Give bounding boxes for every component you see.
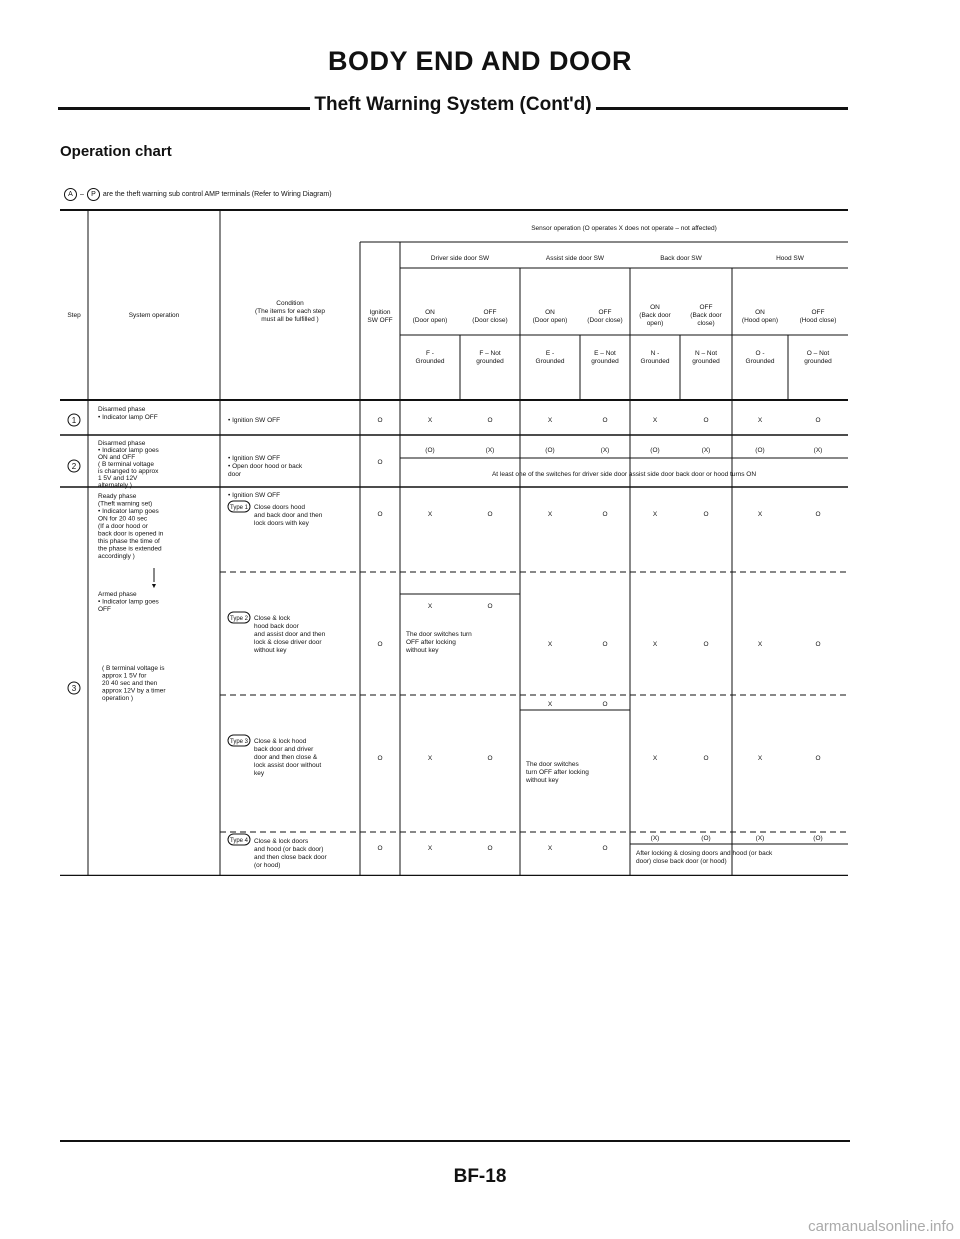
type-4-driver-value: X xyxy=(427,845,433,852)
col-system-header: System operation xyxy=(128,312,180,319)
type-2-sensor-value: X xyxy=(652,641,658,648)
step-2-number-label: 2 xyxy=(71,462,77,471)
step-3-ready-phase: this phase the time of xyxy=(98,538,160,545)
type-1-sensor-value: X xyxy=(757,511,763,518)
type-3-badge-label: Type 3 xyxy=(229,739,249,745)
type-2-note: OFF after locking xyxy=(406,639,456,646)
step-3-armed-phase: OFF xyxy=(98,606,111,613)
type-3-condition: door and then close & xyxy=(254,754,318,761)
type-3-condition: Close & lock hood xyxy=(254,738,307,745)
switch-state-header: ON xyxy=(425,309,435,316)
step-1-number-label: 1 xyxy=(71,416,77,425)
type-3-sensor-value: X xyxy=(757,755,763,762)
type-4-condition: and hood (or back door) xyxy=(254,846,324,853)
switch-state-header: ON xyxy=(650,304,660,311)
type-4-sensor-value: (X) xyxy=(755,835,765,842)
type-1-sensor-value: O xyxy=(602,511,608,518)
sensor-group-header: Assist side door SW xyxy=(545,255,605,262)
step-2-note: At least one of the switches for driver side door assist side door back door or hood turns ON xyxy=(491,471,757,478)
type-2-sensor-value: X xyxy=(757,641,763,648)
terminal-ground-header: O - xyxy=(755,350,765,357)
step-3-terminal-note: 20 40 sec and then xyxy=(102,680,158,687)
step-1-ignition: O xyxy=(377,417,383,424)
step-3-ready-phase: (If a door hood or xyxy=(98,523,148,530)
col-step-header: Step xyxy=(67,312,81,319)
type-3-note: The door switches xyxy=(526,761,579,768)
step-3-ready-phase: the phase is extended xyxy=(98,545,162,553)
type-2-condition: and assist door and then xyxy=(254,631,326,638)
step-3-ready-phase: accordingly ) xyxy=(98,553,135,560)
terminal-ground-header: N – Not xyxy=(694,350,718,357)
step-1-sensor-value: X xyxy=(547,417,553,424)
type-2-condition: without key xyxy=(254,647,287,654)
switch-state-header: (Door close) xyxy=(587,317,623,324)
terminal-ground-header: grounded xyxy=(476,358,504,365)
bottom-rule xyxy=(60,1140,850,1142)
step-3-armed-phase: Armed phase xyxy=(98,591,137,598)
type-2-note: without key xyxy=(406,647,439,654)
switch-state-header: (Door open) xyxy=(412,317,448,324)
type-1-condition: lock doors with key xyxy=(254,520,309,527)
step-3-type-2-ignition: O xyxy=(377,641,383,648)
type-3-note: turn OFF after locking xyxy=(526,769,589,776)
terminal-ground-header: E - xyxy=(545,350,555,357)
terminal-ground-header: N - xyxy=(650,350,660,357)
sensor-group-header: Driver side door SW xyxy=(430,255,490,262)
terminal-ground-header: Grounded xyxy=(535,358,565,365)
type-1-sensor-value: O xyxy=(815,511,821,518)
type-3-condition: key xyxy=(254,770,265,777)
step-2-system: is changed to approx xyxy=(98,468,159,475)
terminal-ground-header: grounded xyxy=(804,358,832,365)
step-1-condition: • Ignition SW OFF xyxy=(228,417,281,424)
step-3-terminal-note: approx 12V by a timer xyxy=(102,687,166,695)
terminal-p-badge: P xyxy=(87,188,100,201)
step-1-sensor-value: X xyxy=(652,417,658,424)
step-2-sensor-value: (O) xyxy=(650,447,660,454)
step-2-ignition: O xyxy=(377,459,383,466)
type-1-condition: Close doors hood xyxy=(254,504,305,511)
type-1-sensor-value: X xyxy=(547,511,553,518)
type-4-condition: and then close back door xyxy=(254,854,327,861)
col-condition-header: Condition xyxy=(276,300,304,307)
step-2-condition: door xyxy=(228,471,242,478)
type-4-driver-value: O xyxy=(487,845,493,852)
type-4-condition: (or hood) xyxy=(254,862,281,869)
type-4-note: door) close back door (or hood) xyxy=(636,858,727,865)
terminal-ground-header: grounded xyxy=(692,358,720,365)
step-3-ready-phase: back door is opened in xyxy=(98,530,164,538)
page-number: BF-18 xyxy=(453,1166,507,1187)
watermark: carmanualsonline.info xyxy=(808,1218,954,1235)
type-2-badge-label: Type 2 xyxy=(229,616,249,622)
phase-arrow-head: ▼ xyxy=(150,583,158,590)
type-2-condition: lock & close driver door xyxy=(254,639,322,646)
step-1-sensor-value: O xyxy=(487,417,493,424)
sensor-group-header: Hood SW xyxy=(776,255,804,262)
step-1-system: • Indicator lamp OFF xyxy=(98,414,158,421)
type-2-condition: Close & lock xyxy=(254,615,291,622)
switch-state-header: ON xyxy=(755,309,765,316)
terminal-ground-header: grounded xyxy=(591,358,619,365)
step-3-type-4-ignition: O xyxy=(377,845,383,852)
step-3-ready-phase: • Indicator lamp goes xyxy=(98,508,159,515)
type-2-condition: hood back door xyxy=(254,623,299,630)
step-2-system: • Indicator lamp goes xyxy=(98,447,159,454)
type-4-sensor-value: (O) xyxy=(701,835,711,842)
type-2-driver-value: O xyxy=(487,603,493,610)
step-1-sensor-value: O xyxy=(602,417,608,424)
type-1-sensor-value: O xyxy=(487,511,493,518)
type-3-sensor-value: O xyxy=(703,755,709,762)
type-4-sensor-value: (X) xyxy=(650,835,660,842)
step-3-terminal-note: operation ) xyxy=(102,695,134,702)
terminal-ground-header: E – Not xyxy=(594,350,616,357)
type-3-driver-value: X xyxy=(427,755,433,762)
type-1-sensor-value: X xyxy=(427,511,433,518)
step-1-sensor-value: O xyxy=(703,417,709,424)
subtitle-left-rule xyxy=(58,107,310,110)
switch-state-header: ON xyxy=(545,309,555,316)
type-4-assist-value: O xyxy=(602,845,608,852)
type-4-note: After locking & closing doors and hood (or back xyxy=(636,850,773,857)
step-1-sensor-value: O xyxy=(815,417,821,424)
switch-state-header: OFF xyxy=(699,304,713,311)
type-2-sensor-value: O xyxy=(703,641,709,648)
terminal-ground-header: O – Not xyxy=(806,350,830,357)
terminal-dash: – xyxy=(80,191,84,198)
chart-heading: Operation chart xyxy=(60,143,172,160)
step-2-condition: • Ignition SW OFF xyxy=(228,455,281,462)
col-ignition-header: Ignition xyxy=(369,309,391,316)
step-2-system: Disarmed phase xyxy=(98,440,146,447)
step-2-system: alternately ) xyxy=(98,482,132,489)
type-1-sensor-value: X xyxy=(652,511,658,518)
col-ignition-header: SW OFF xyxy=(367,317,393,324)
switch-state-header: (Back door xyxy=(639,312,671,319)
section-subtitle: Theft Warning System (Cont'd) xyxy=(314,94,592,115)
step-1-sensor-value: X xyxy=(427,417,433,424)
type-4-sensor-value: (O) xyxy=(813,835,823,842)
terminal-a-badge: A xyxy=(64,188,77,201)
switch-state-header: (Door open) xyxy=(532,317,568,324)
step-3-armed-phase: • Indicator lamp goes xyxy=(98,598,159,606)
type-3-driver-value: O xyxy=(487,755,493,762)
type-4-condition: Close & lock doors xyxy=(254,838,309,845)
sensor-group-header: Back door SW xyxy=(660,255,702,262)
step-2-sensor-value: (O) xyxy=(545,447,555,454)
page-title: BODY END AND DOOR xyxy=(327,46,633,76)
section-subtitle-row xyxy=(58,76,848,116)
step-2-sensor-value: (X) xyxy=(485,447,495,454)
type-2-sensor-value: X xyxy=(547,641,553,648)
type-2-note: The door switches turn xyxy=(406,631,472,638)
step-3-ready-phase: (Theft warning set) xyxy=(98,500,153,508)
switch-state-header: OFF xyxy=(811,309,825,316)
type-2-sensor-value: O xyxy=(602,641,608,648)
type-1-badge-label: Type 1 xyxy=(229,505,249,511)
terminal-ground-header: Grounded xyxy=(745,358,775,365)
switch-state-header: (Hood open) xyxy=(741,317,779,324)
switch-state-header: OFF xyxy=(483,309,497,316)
step-1-system: Disarmed phase xyxy=(98,406,146,413)
step-3-ready-phase: ON for 20 40 sec xyxy=(98,515,148,523)
type-2-sensor-value: O xyxy=(815,641,821,648)
terminal-ground-header: F – Not xyxy=(479,350,501,357)
terminal-note-text: are the theft warning sub control AMP terminals (Refer to Wiring Diagram) xyxy=(102,191,332,198)
type-3-condition: lock assist door without xyxy=(254,762,322,769)
step-2-condition: • Open door hood or back xyxy=(228,463,303,470)
col-condition-header: (The items for each step xyxy=(254,308,326,315)
type-3-condition: back door and driver xyxy=(254,746,314,753)
type-2-driver-value: X xyxy=(427,603,433,610)
type-3-note: without key xyxy=(526,777,559,784)
step-3-ready-phase: Ready phase xyxy=(98,493,137,500)
switch-state-header: close) xyxy=(697,320,715,327)
switch-state-header: (Back door xyxy=(690,312,722,319)
step-2-sensor-value: (O) xyxy=(425,447,435,454)
step-3-number-label: 3 xyxy=(71,684,77,693)
switch-state-header: OFF xyxy=(598,309,612,316)
step-2-sensor-value: (X) xyxy=(701,447,711,454)
type-3-sensor-value: O xyxy=(815,755,821,762)
step-2-system: ( B terminal voltage xyxy=(98,461,154,468)
step-3-type-1-ignition: O xyxy=(377,511,383,518)
terminal-ground-header: F - xyxy=(426,350,434,357)
step-3-terminal-note: ( B terminal voltage is xyxy=(102,665,165,672)
switch-state-header: open) xyxy=(646,320,664,327)
step-3-terminal-note: approx 1 5V for xyxy=(102,672,147,680)
type-1-sensor-value: O xyxy=(703,511,709,518)
type-1-ignition: • Ignition SW OFF xyxy=(228,492,281,499)
terminal-ground-header: Grounded xyxy=(415,358,445,365)
step-2-sensor-value: (O) xyxy=(755,447,765,454)
type-4-assist-value: X xyxy=(547,845,553,852)
terminal-ground-header: Grounded xyxy=(640,358,670,365)
switch-state-header: (Hood close) xyxy=(799,317,837,324)
step-1-sensor-value: X xyxy=(757,417,763,424)
col-condition-header: must all be fulfilled ) xyxy=(261,316,319,323)
type-1-condition: and back door and then xyxy=(254,512,323,519)
step-3-type-3-ignition: O xyxy=(377,755,383,762)
subtitle-right-rule xyxy=(596,107,848,110)
type-3-assist-value: O xyxy=(602,701,608,708)
type-4-badge-label: Type 4 xyxy=(229,838,249,844)
sensor-operation-header: Sensor operation (O operates X does not operate – not affected) xyxy=(531,225,717,232)
step-2-sensor-value: (X) xyxy=(813,447,823,454)
step-2-system: 1 5V and 12V xyxy=(98,475,138,482)
switch-state-header: (Door close) xyxy=(472,317,508,324)
operation-chart-table xyxy=(60,200,848,876)
type-3-sensor-value: X xyxy=(652,755,658,762)
step-2-system: ON and OFF xyxy=(98,454,136,461)
type-3-assist-value: X xyxy=(547,701,553,708)
step-2-sensor-value: (X) xyxy=(600,447,610,454)
